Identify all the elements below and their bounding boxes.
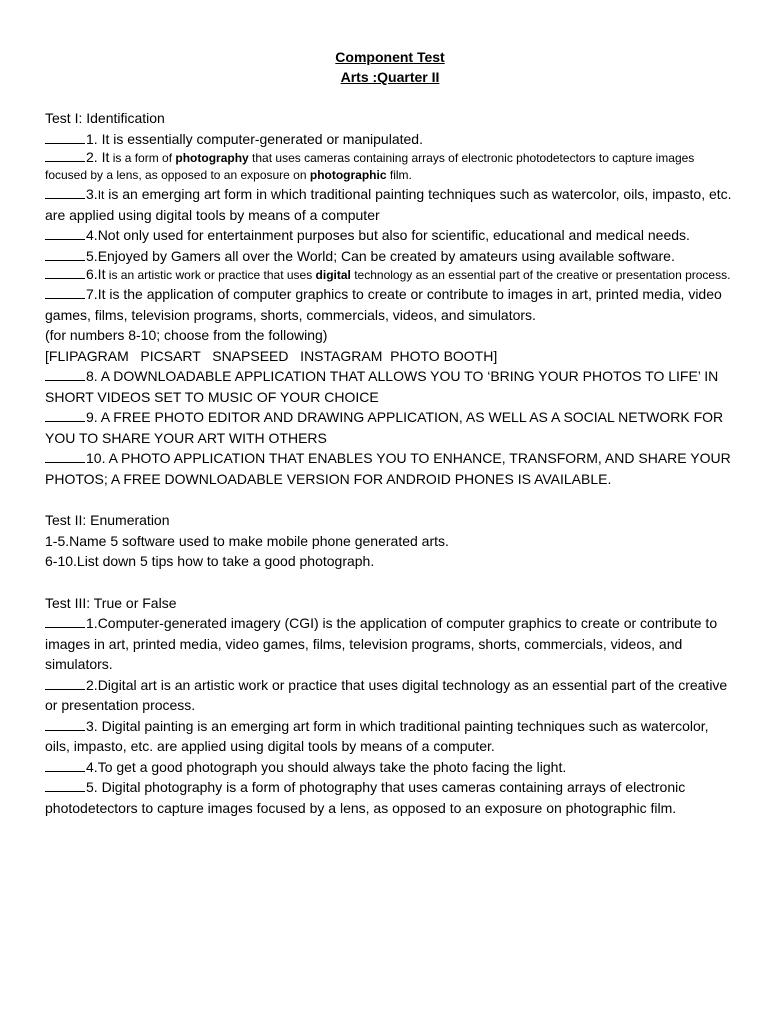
item-text: Enjoyed by Gamers all over the World; Can be created by amateurs using available software.	[97, 247, 675, 264]
item-text: that uses cameras containing arrays of electronic photodetectors to capture images focused by a lens, as opposed to an exposure on	[45, 151, 695, 182]
answer-blank	[45, 186, 85, 199]
item-number: 4.	[86, 758, 98, 775]
item-text: is a form of	[109, 151, 176, 165]
test3-item-4	[45, 757, 735, 778]
item-text: It is the application of computer graphics to create or contribute to images in art, printed media, video games, films, television programs, shorts, commercials, videos, and simulators.	[45, 286, 722, 323]
item-text: Digital photography is a form of photography that uses cameras containing arrays of electronic photodetectors to capture images focused by a lens, as opposed to an exposure on photographic film.	[45, 779, 686, 816]
item-number: 10.	[86, 450, 106, 466]
item-text: A PHOTO APPLICATION THAT ENABLES YOU TO ENHANCE, TRANSFORM, AND SHARE YOUR PHOTOS; A FREE DOWNLOADABLE VERSION FOR ANDROID PHONES IS AVAILABLE.	[45, 450, 731, 487]
item-text: is an artistic work or practice that uses	[105, 268, 316, 282]
item-text: A FREE PHOTO EDITOR AND DRAWING APPLICATION, AS WELL AS A SOCIAL NETWORK FOR YOU TO SHARE YOUR ART WITH OTHERS	[45, 409, 724, 446]
test3-heading: Test III: True or False	[45, 594, 177, 611]
item-number: 3.	[86, 717, 98, 734]
item-number: 2. It	[86, 149, 110, 165]
item-number: 1.	[86, 615, 98, 631]
document-subtitle: Arts :Quarter II	[340, 69, 440, 85]
item-bold: digital	[315, 268, 351, 282]
answer-blank	[45, 759, 85, 772]
answer-blank	[45, 677, 85, 690]
item-lead: It	[97, 188, 105, 202]
test-document	[45, 47, 735, 818]
item-text: film.	[386, 168, 412, 182]
item-text: A DOWNLOADABLE APPLICATION THAT ALLOWS YOU TO ‘BRING YOUR PHOTOS TO LIFE’ IN SHORT VIDEOS SET TO MUSIC OF YOUR CHOICE	[45, 368, 719, 405]
answer-blank	[45, 368, 85, 381]
test1-instruction: (for numbers 8-10; choose from the following)	[45, 327, 328, 343]
item-number: 1.	[86, 130, 98, 147]
answer-blank	[45, 149, 85, 162]
test1-item-6	[45, 266, 735, 284]
answer-blank	[45, 248, 85, 261]
item-number: 5.	[86, 247, 98, 264]
document-title: Component Test	[335, 49, 445, 65]
test3-item-1	[45, 613, 735, 675]
test3-item-2	[45, 675, 735, 716]
item-number: 2.	[86, 676, 98, 693]
item-text: Computer-generated imagery (CGI) is the application of computer graphics to create or contribute to images in art, printed media, video games, films, television programs, shorts, commercials, videos, and simulators.	[45, 615, 718, 672]
item-text: technology as an essential part of the creative or presentation process.	[350, 268, 731, 282]
item-number: 5.	[86, 779, 98, 795]
answer-blank	[45, 227, 85, 240]
test1-item-10	[45, 448, 735, 489]
item-text: It is essentially computer-generated or manipulated.	[97, 130, 423, 147]
item-text: Digital art is an artistic work or practice that uses digital technology as an essential part of the creative or presentation process.	[45, 676, 728, 713]
item-number: 6.It	[86, 266, 106, 282]
test2-heading: Test II: Enumeration	[45, 512, 170, 528]
answer-blank	[45, 409, 85, 422]
test1-item-3	[45, 184, 735, 225]
item-number: 7.	[86, 286, 98, 302]
item-bold: photographic	[309, 168, 387, 182]
item-text: Digital painting is an emerging art form in which traditional painting techniques such as watercolor, oils, impasto, etc. are applied using digital tools by means of a computer.	[45, 717, 709, 754]
test1-item-1	[45, 129, 735, 150]
item-bold: photography	[175, 151, 249, 165]
test1-item-2	[45, 149, 735, 184]
answer-blank	[45, 450, 85, 463]
test3-item-3	[45, 716, 735, 757]
test1-heading: Test I: Identification	[45, 110, 165, 126]
test1-item-8	[45, 366, 735, 407]
spacer	[45, 489, 735, 510]
item-number: 3.	[86, 186, 98, 202]
spacer	[45, 87, 735, 108]
test1-item-4	[45, 225, 735, 246]
answer-blank	[45, 615, 85, 628]
test1-item-7	[45, 284, 735, 325]
answer-blank	[45, 779, 85, 792]
test1-choices: [FLIPAGRAM PICSART SNAPSEED INSTAGRAM PHOTO BOOTH]	[45, 347, 498, 364]
test3-item-5	[45, 777, 735, 818]
item-number: 4.	[86, 227, 98, 243]
test2-item-1: 1-5.Name 5 software used to make mobile phone generated arts.	[45, 532, 449, 549]
test2-item-2: 6-10.List down 5 tips how to take a good photograph.	[45, 553, 375, 569]
test1-item-5	[45, 246, 735, 267]
answer-blank	[45, 266, 85, 279]
test1-item-9	[45, 407, 735, 448]
answer-blank	[45, 131, 85, 144]
item-number: 9.	[86, 409, 98, 425]
item-text: To get a good photograph you should always take the photo facing the light.	[97, 758, 567, 775]
spacer	[45, 572, 735, 593]
item-number: 8.	[86, 368, 98, 384]
answer-blank	[45, 286, 85, 299]
item-text: is an emerging art form in which traditional painting techniques such as watercolor, oils, impasto, etc. are applied using digital tools by means of a computer	[45, 186, 732, 223]
item-text: Not only used for entertainment purposes but also for scientific, educational and medical needs.	[97, 227, 690, 243]
answer-blank	[45, 718, 85, 731]
